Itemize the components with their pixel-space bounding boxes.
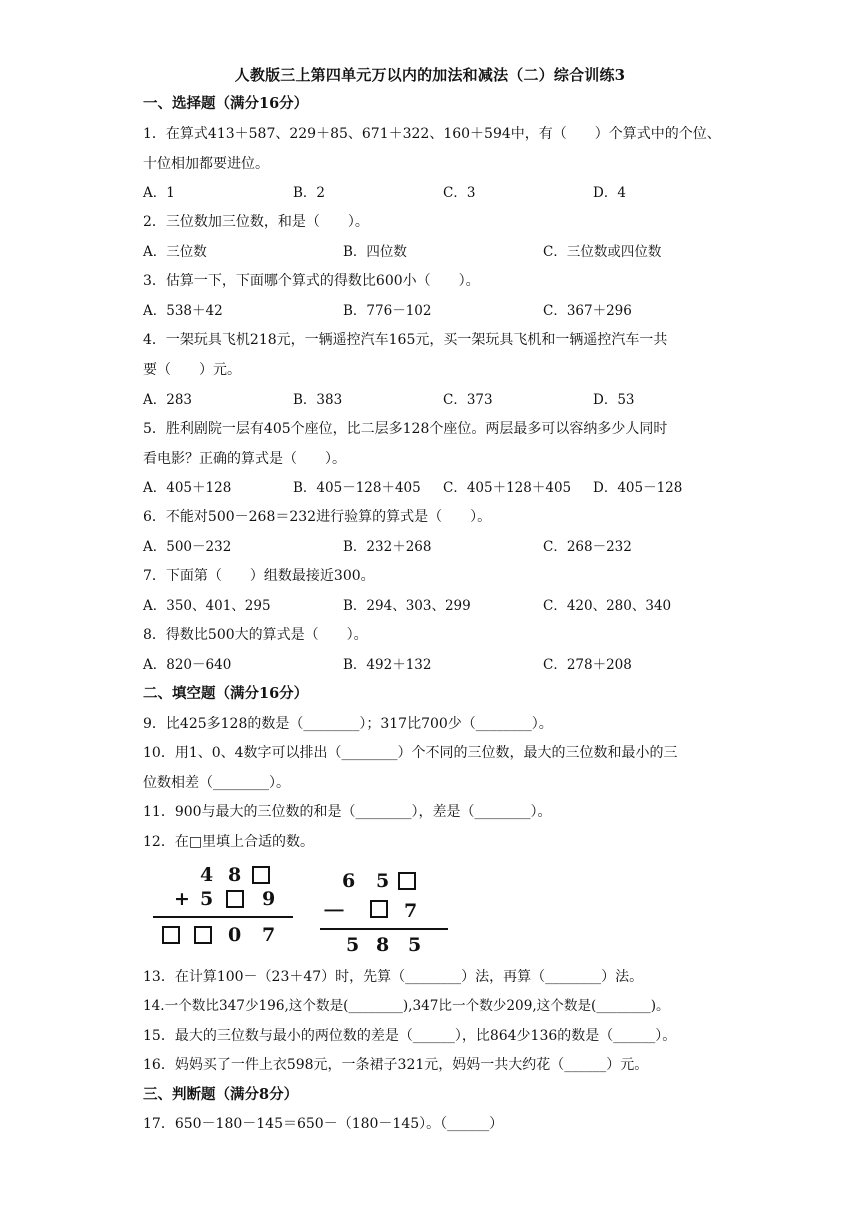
- q1-option-d: D．4: [593, 185, 626, 201]
- q3-option-a: A．538＋42: [143, 303, 223, 319]
- q5-option-d: D．405－128: [593, 480, 683, 496]
- question-8: 8．得数比500大的算式是（ ）。: [143, 627, 368, 643]
- q4-option-d: D．53: [593, 392, 635, 408]
- q3-option-c: C．367＋296: [543, 303, 632, 319]
- blank-box: [162, 926, 180, 944]
- question-6: 6．不能对500－268＝232进行验算的算式是（ ）。: [143, 509, 492, 525]
- question-11: 11．900与最大的三位数的和是（________），差是（________）。: [143, 804, 552, 820]
- add-digit: 5: [200, 888, 214, 910]
- add-digit: 4: [200, 864, 214, 886]
- q2-option-b: B．四位数: [343, 244, 407, 260]
- q1-option-b: B．2: [293, 185, 326, 201]
- question-1-line-1: 1．在算式413＋587、229＋85、671＋322、160＋594中，有（ ）个算式中的个位、: [143, 126, 721, 142]
- q6-option-b: B．232＋268: [343, 539, 432, 555]
- q8-option-a: A．820－640: [143, 657, 232, 673]
- minus-sign: －: [322, 896, 346, 925]
- section-heading-judge: 三、判断题（满分8分）: [143, 1086, 299, 1103]
- question-1-line-2: 十位相加都要进位。: [143, 156, 269, 172]
- q2-option-a: A．三位数: [143, 244, 207, 260]
- plus-sign: +: [174, 888, 190, 910]
- q7-option-a: A．350、401、295: [143, 598, 271, 614]
- question-15: 15．最大的三位数与最小的两位数的差是（______），比864少136的数是（______）。: [143, 1028, 677, 1044]
- section-heading-choice: 一、选择题（满分16分）: [143, 95, 309, 112]
- question-5-line-1: 5．胜利剧院一层有405个座位，比二层多128个座位。两层最多可以容纳多少人同时: [143, 421, 668, 437]
- question-9: 9．比425多128的数是（________）；317比700少（________）。: [143, 716, 553, 732]
- q5-option-c: C．405＋128＋405: [443, 480, 572, 496]
- add-digit: 0: [228, 924, 242, 946]
- section-heading-fill: 二、填空题（满分16分）: [143, 685, 309, 702]
- sub-digit: 8: [376, 934, 390, 956]
- sub-digit: 6: [342, 870, 356, 892]
- q5-option-a: A．405＋128: [143, 480, 232, 496]
- q6-option-c: C．268－232: [543, 539, 632, 555]
- question-3: 3．估算一下，下面哪个算式的得数比600小（ ）。: [143, 273, 480, 289]
- add-digit: 9: [262, 888, 276, 910]
- q8-option-b: B．492＋132: [343, 657, 432, 673]
- sub-digit: 5: [408, 934, 422, 956]
- q4-option-b: B．383: [293, 392, 343, 408]
- q3-option-b: B．776－102: [343, 303, 432, 319]
- q1-option-a: A．1: [143, 185, 175, 201]
- sub-digit: 5: [346, 934, 360, 956]
- sub-digit: 7: [404, 900, 418, 922]
- q6-option-a: A．500－232: [143, 539, 232, 555]
- question-4-line-1: 4．一架玩具飞机218元，一辆遥控汽车165元，买一架玩具飞机和一辆遥控汽车一共: [143, 332, 668, 348]
- blank-box: [370, 900, 388, 918]
- blank-box: [194, 926, 212, 944]
- q5-option-b: B．405－128＋405: [293, 480, 421, 496]
- page-title: 人教版三上第四单元万以内的加法和减法（二）综合训练3: [234, 66, 626, 84]
- q4-option-a: A．283: [143, 392, 193, 408]
- sum-line: [153, 916, 293, 918]
- question-4-line-2: 要（ ）元。: [143, 362, 241, 378]
- difference-line: [320, 928, 448, 930]
- question-13: 13．在计算100－（23＋47）时，先算（________）法，再算（________）法。: [143, 969, 644, 985]
- blank-box: [398, 872, 416, 890]
- question-10-line-2: 位数相差（________）。: [143, 775, 290, 791]
- blank-box: [226, 890, 244, 908]
- q1-option-c: C．3: [443, 185, 476, 201]
- q4-option-c: C．373: [443, 392, 493, 408]
- sub-digit: 5: [376, 870, 390, 892]
- q7-option-c: C．420、280、340: [543, 598, 672, 614]
- question-10-line-1: 10．用1、0、4数字可以排出（________）个不同的三位数，最大的三位数和最小的三: [143, 745, 678, 761]
- blank-box: [252, 866, 270, 884]
- question-12: 12．在□里填上合适的数。: [143, 834, 315, 850]
- q7-option-b: B．294、303、299: [343, 598, 471, 614]
- add-digit: 8: [228, 864, 242, 886]
- q8-option-c: C．278＋208: [543, 657, 632, 673]
- add-digit: 7: [262, 924, 276, 946]
- question-14: 14.一个数比347少196,这个数是(________),347比一个数少209,这个数是(________)。: [143, 998, 670, 1014]
- question-5-line-2: 看电影？正确的算式是（ ）。: [143, 451, 346, 467]
- q2-option-c: C．三位数或四位数: [543, 244, 662, 260]
- question-17: 17．650－180－145＝650－（180－145）。（______）: [143, 1116, 504, 1132]
- question-16: 16．妈妈买了一件上衣598元，一条裙子321元，妈妈一共大约花（______）元。: [143, 1057, 649, 1073]
- question-2: 2．三位数加三位数，和是（ ）。: [143, 214, 369, 230]
- question-7: 7．下面第（ ）组数最接近300。: [143, 568, 375, 584]
